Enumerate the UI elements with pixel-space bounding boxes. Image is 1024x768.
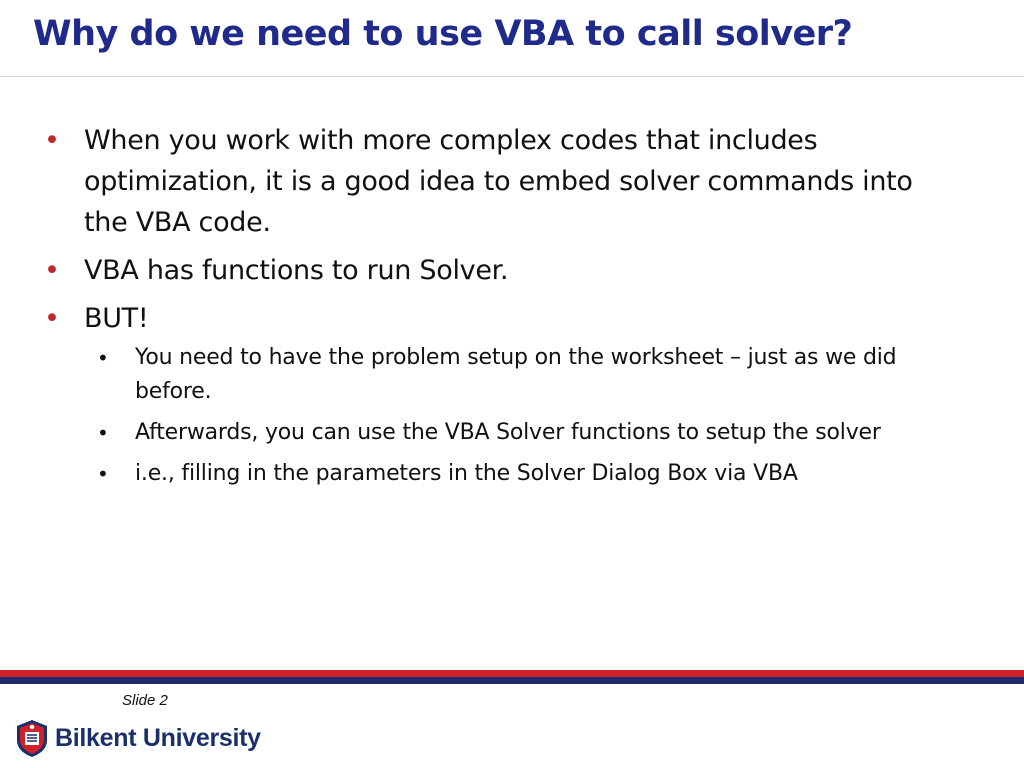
bullet-icon: • xyxy=(44,255,60,286)
slide-content xyxy=(0,120,1024,498)
footer-stripe-blue xyxy=(0,677,1024,684)
sub-bullet-text: You need to have the problem setup on the worksheet – just as we did before. xyxy=(135,345,897,404)
footer-stripe-red xyxy=(0,670,1024,677)
bullet-item xyxy=(0,298,1024,339)
bullet-text: When you work with more complex codes that includes optimization, it is a good idea to embed solver commands into the VBA code. xyxy=(84,125,913,238)
bullet-item xyxy=(0,120,1024,243)
sub-bullet-text: Afterwards, you can use the VBA Solver functions to setup the solver xyxy=(135,420,881,445)
slide-title: Why do we need to use VBA to call solver? xyxy=(33,14,853,54)
title-bar xyxy=(0,0,1024,77)
bullet-icon: • xyxy=(44,303,60,334)
sub-bullet-item xyxy=(0,341,1024,409)
sub-bullet-item xyxy=(0,457,1024,491)
logo-text: Bilkent University xyxy=(55,723,261,752)
sub-bullet-icon: • xyxy=(97,421,109,445)
slide-number: Slide 2 xyxy=(122,692,168,709)
bullet-icon: • xyxy=(44,125,60,156)
sub-bullet-text: i.e., filling in the parameters in the Solver Dialog Box via VBA xyxy=(135,461,798,486)
sub-bullet-icon: • xyxy=(97,346,109,370)
bullet-item xyxy=(0,250,1024,291)
university-logo xyxy=(13,716,261,760)
bullet-text: BUT! xyxy=(84,303,149,334)
sub-bullet-item xyxy=(0,416,1024,450)
university-emblem-icon xyxy=(13,718,51,758)
bullet-text: VBA has functions to run Solver. xyxy=(84,255,509,286)
sub-bullet-icon: • xyxy=(97,462,109,486)
